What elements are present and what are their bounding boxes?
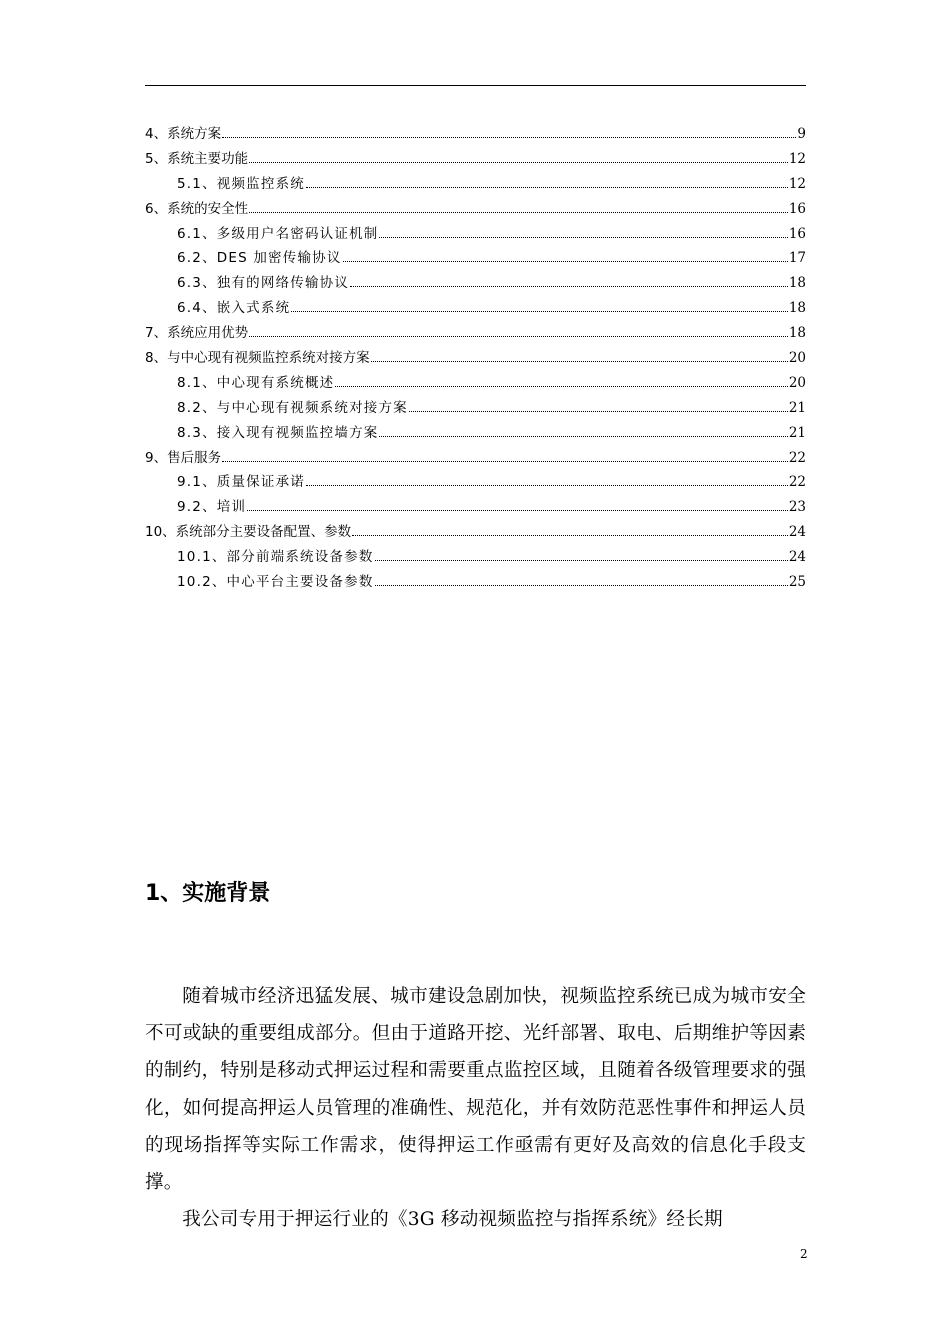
toc-dot-leader bbox=[409, 411, 788, 412]
toc-entry-title: 9.2、培训 bbox=[177, 499, 247, 516]
toc-dot-leader bbox=[247, 510, 788, 511]
toc-dot-leader bbox=[379, 436, 787, 437]
toc-entry[interactable] bbox=[145, 470, 806, 495]
toc-entry-title: 6.2、DES 加密传输协议 bbox=[177, 250, 342, 267]
toc-dot-leader bbox=[249, 162, 788, 163]
toc-entry-title: 10、系统部分主要设备配置、参数 bbox=[145, 524, 352, 541]
toc-entry-title: 5、系统主要功能 bbox=[145, 150, 249, 167]
toc-entry-page: 22 bbox=[788, 449, 806, 466]
toc-entry[interactable] bbox=[145, 321, 806, 346]
toc-entry[interactable] bbox=[145, 172, 806, 197]
section-heading: 1、实施背景 bbox=[145, 881, 271, 906]
toc-entry-page: 23 bbox=[788, 499, 806, 516]
toc-dot-leader bbox=[379, 237, 787, 238]
toc-dot-leader bbox=[222, 137, 796, 138]
toc-entry-page: 9 bbox=[797, 126, 806, 142]
table-of-contents bbox=[145, 122, 806, 595]
toc-entry[interactable] bbox=[145, 222, 806, 247]
toc-entry-page: 20 bbox=[788, 374, 806, 391]
toc-entry-page: 17 bbox=[788, 250, 806, 267]
toc-entry-title: 6、系统的安全性 bbox=[145, 200, 249, 217]
toc-entry-title: 6.3、独有的网络传输协议 bbox=[177, 275, 350, 292]
header-rule bbox=[145, 85, 806, 86]
toc-entry-page: 18 bbox=[788, 325, 806, 342]
toc-entry-title: 10.1、部分前端系统设备参数 bbox=[177, 549, 374, 566]
toc-entry-page: 18 bbox=[788, 275, 806, 292]
toc-entry-title: 8、与中心现有视频监控系统对接方案 bbox=[145, 350, 370, 367]
toc-entry-page: 24 bbox=[788, 524, 806, 541]
toc-entry[interactable] bbox=[145, 396, 806, 421]
toc-entry-title: 6.4、嵌入式系统 bbox=[177, 300, 291, 317]
toc-dot-leader bbox=[350, 286, 788, 287]
toc-entry-title: 7、系统应用优势 bbox=[145, 325, 249, 342]
toc-dot-leader bbox=[249, 336, 788, 337]
toc-dot-leader bbox=[375, 585, 788, 586]
section-body bbox=[145, 978, 806, 1238]
toc-entry-page: 12 bbox=[788, 175, 806, 192]
page-number: 2 bbox=[800, 1247, 808, 1261]
toc-entry[interactable] bbox=[145, 122, 806, 147]
toc-entry-title: 10.2、中心平台主要设备参数 bbox=[177, 574, 374, 591]
toc-entry-title: 6.1、多级用户名密码认证机制 bbox=[177, 225, 379, 242]
toc-entry-page: 25 bbox=[788, 574, 806, 591]
toc-entry[interactable] bbox=[145, 296, 806, 321]
toc-entry-page: 21 bbox=[788, 399, 806, 416]
toc-dot-leader bbox=[352, 535, 788, 536]
toc-entry[interactable] bbox=[145, 197, 806, 222]
toc-dot-leader bbox=[335, 386, 787, 387]
toc-dot-leader bbox=[222, 461, 788, 462]
toc-entry[interactable] bbox=[145, 271, 806, 296]
toc-entry-page: 16 bbox=[788, 200, 806, 217]
toc-entry-page: 21 bbox=[788, 424, 806, 441]
toc-dot-leader bbox=[371, 361, 788, 362]
toc-entry[interactable] bbox=[145, 421, 806, 446]
toc-dot-leader bbox=[291, 311, 788, 312]
toc-entry-title: 8.3、接入现有视频监控墙方案 bbox=[177, 424, 379, 441]
toc-entry-page: 18 bbox=[788, 300, 806, 317]
toc-entry[interactable] bbox=[145, 346, 806, 371]
toc-entry[interactable] bbox=[145, 545, 806, 570]
toc-dot-leader bbox=[306, 485, 788, 486]
toc-entry-page: 22 bbox=[788, 474, 806, 491]
toc-entry-title: 9.1、质量保证承诺 bbox=[177, 474, 305, 491]
toc-dot-leader bbox=[375, 560, 788, 561]
toc-entry-title: 8.1、中心现有系统概述 bbox=[177, 374, 335, 391]
toc-entry[interactable] bbox=[145, 495, 806, 520]
toc-entry-title: 4、系统方案 bbox=[145, 126, 222, 142]
body-paragraph-2: 我公司专用于押运行业的《3G 移动视频监控与指挥系统》经长期 bbox=[182, 1209, 723, 1231]
toc-entry[interactable] bbox=[145, 570, 806, 595]
toc-entry[interactable] bbox=[145, 446, 806, 471]
toc-dot-leader bbox=[306, 187, 788, 188]
toc-entry[interactable] bbox=[145, 520, 806, 545]
toc-entry[interactable] bbox=[145, 246, 806, 271]
toc-entry-page: 24 bbox=[788, 549, 806, 566]
toc-entry-title: 8.2、与中心现有视频系统对接方案 bbox=[177, 399, 408, 416]
toc-entry[interactable] bbox=[145, 147, 806, 172]
toc-entry-page: 16 bbox=[788, 225, 806, 242]
toc-entry[interactable] bbox=[145, 371, 806, 396]
toc-entry-page: 12 bbox=[788, 150, 806, 167]
toc-dot-leader bbox=[249, 212, 788, 213]
toc-dot-leader bbox=[343, 261, 788, 262]
toc-entry-title: 9、售后服务 bbox=[145, 449, 222, 466]
toc-entry-title: 5.1、视频监控系统 bbox=[177, 175, 305, 192]
body-paragraph-1: 随着城市经济迅猛发展、城市建设急剧加快，视频监控系统已成为城市安全不可或缺的重要组成部分。但由于道路开挖、光纤部署、取电、后期维护等因素的制约，特别是移动式押运过程和需要重点监控区域，且随着各级管理要求的强化，如何提高押运人员管理的准确性、规范化，并有效防范恶性事件和押运人员的现场指挥等实际工作需求，使得押运工作亟需有更好及高效的信息化手段支撑。 bbox=[145, 986, 806, 1194]
toc-entry-page: 20 bbox=[788, 350, 806, 367]
